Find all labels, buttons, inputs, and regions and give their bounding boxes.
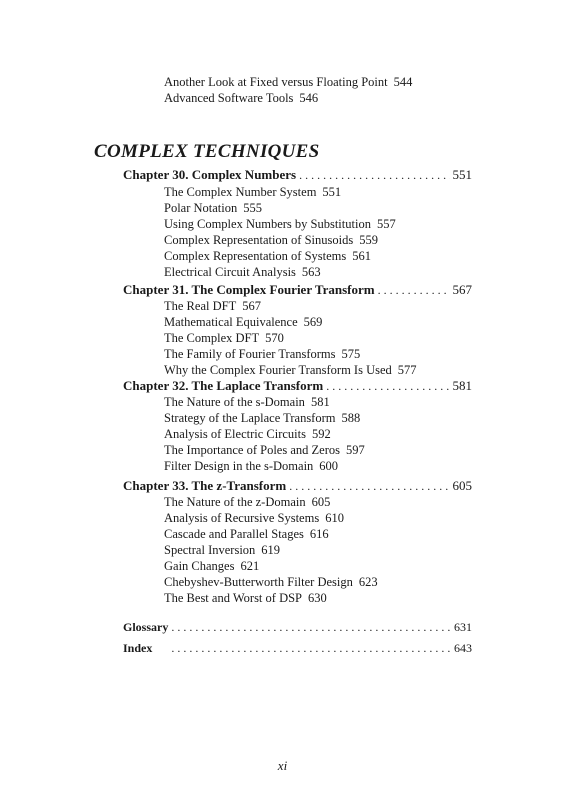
entry-title: Spectral Inversion xyxy=(164,543,256,557)
toc-entry[interactable] xyxy=(164,574,378,590)
entry-page: 561 xyxy=(352,249,372,263)
entry-title: Another Look at Fixed versus Floating Point xyxy=(164,75,388,89)
entry-title: The Real DFT xyxy=(164,299,237,313)
entry-page: 570 xyxy=(265,331,284,345)
entry-title: The Family of Fourier Transforms xyxy=(164,347,336,361)
entry-title: Gain Changes xyxy=(164,559,235,573)
dot-leader xyxy=(289,478,449,494)
entry-title: Electrical Circuit Analysis xyxy=(164,265,296,279)
entry-page: 555 xyxy=(243,201,263,215)
entry-page: 592 xyxy=(311,427,331,441)
toc-entry[interactable] xyxy=(164,232,378,248)
toc-entry[interactable] xyxy=(164,542,280,558)
entry-page: 546 xyxy=(299,91,319,105)
dot-leader xyxy=(299,167,449,183)
entry-page: 577 xyxy=(397,363,417,377)
entry-page: 581 xyxy=(310,395,330,409)
toc-entry[interactable] xyxy=(164,264,321,280)
entry-page: 563 xyxy=(301,265,321,279)
toc-entry[interactable] xyxy=(164,200,262,216)
entry-title: The Nature of the z-Domain xyxy=(164,495,306,509)
entry-page: 597 xyxy=(345,443,365,457)
entry-title: Strategy of the Laplace Transform xyxy=(164,411,336,425)
entry-title: Filter Design in the s-Domain xyxy=(164,459,314,473)
toc-entry[interactable] xyxy=(164,298,261,314)
glossary-line[interactable] xyxy=(123,619,472,635)
toc-entry[interactable] xyxy=(164,442,365,458)
entry-title: Why the Complex Fourier Transform Is Used xyxy=(164,363,392,377)
toc-entry[interactable] xyxy=(164,590,327,606)
chapter-30-line[interactable] xyxy=(123,167,472,183)
entry-page: 575 xyxy=(341,347,361,361)
glossary-page: 631 xyxy=(454,620,472,634)
chapter-page: 567 xyxy=(452,282,472,297)
section-heading: COMPLEX TECHNIQUES xyxy=(94,141,320,162)
entry-page: 630 xyxy=(308,591,327,605)
entry-page: 557 xyxy=(376,217,396,231)
entry-title: Complex Representation of Sinusoids xyxy=(164,233,354,247)
chapter-32-line[interactable] xyxy=(123,378,472,394)
entry-page: 551 xyxy=(322,185,342,199)
entry-page: 616 xyxy=(309,527,329,541)
entry-page: 569 xyxy=(303,315,323,329)
toc-entry[interactable] xyxy=(164,510,344,526)
chapter-label: Chapter 31. The Complex Fourier Transform xyxy=(123,282,375,297)
glossary-label: Glossary xyxy=(123,620,169,634)
entry-title: Complex Representation of Systems xyxy=(164,249,347,263)
chapter-label: Chapter 33. The z-Transform xyxy=(123,478,287,493)
index-page: 643 xyxy=(454,641,472,655)
entry-title: The Importance of Poles and Zeros xyxy=(164,443,340,457)
chapter-label: Chapter 32. The Laplace Transform xyxy=(123,378,324,393)
toc-entry[interactable] xyxy=(164,314,322,330)
entry-page: 588 xyxy=(341,411,361,425)
toc-entry[interactable] xyxy=(164,494,330,510)
toc-entry[interactable] xyxy=(164,458,338,474)
toc-entry[interactable] xyxy=(164,216,396,232)
page-number: xi xyxy=(277,758,288,773)
chapter-33-line[interactable] xyxy=(123,478,472,494)
entry-title: Mathematical Equivalence xyxy=(164,315,298,329)
toc-entry-fixed-floating[interactable] xyxy=(164,74,412,90)
entry-title: Cascade and Parallel Stages xyxy=(164,527,304,541)
entry-page: 623 xyxy=(358,575,378,589)
entry-title: The Nature of the s-Domain xyxy=(164,395,305,409)
chapter-page: 581 xyxy=(452,378,472,393)
entry-page: 605 xyxy=(311,495,331,509)
index-label: Index xyxy=(123,641,153,655)
entry-title: Polar Notation xyxy=(164,201,238,215)
entry-title: Using Complex Numbers by Substitution xyxy=(164,217,371,231)
entry-title: Analysis of Recursive Systems xyxy=(164,511,320,525)
toc-entry[interactable] xyxy=(164,184,341,200)
dot-leader xyxy=(378,282,450,298)
entry-page: 619 xyxy=(261,543,281,557)
toc-entry[interactable] xyxy=(164,558,259,574)
toc-entry[interactable] xyxy=(164,330,284,346)
entry-page: 621 xyxy=(240,559,260,573)
dot-leader xyxy=(326,378,449,394)
entry-page: 600 xyxy=(319,459,339,473)
toc-entry[interactable] xyxy=(164,362,417,378)
toc-entry[interactable] xyxy=(164,410,360,426)
entry-page: 544 xyxy=(393,75,413,89)
toc-entry[interactable] xyxy=(164,248,371,264)
dot-leader xyxy=(171,619,451,635)
toc-entry[interactable] xyxy=(164,526,329,542)
entry-page: 559 xyxy=(359,233,378,247)
chapter-label: Chapter 30. Complex Numbers xyxy=(123,167,297,182)
dot-leader xyxy=(171,640,451,656)
entry-title: The Best and Worst of DSP xyxy=(164,591,302,605)
entry-title: Analysis of Electric Circuits xyxy=(164,427,306,441)
toc-entry[interactable] xyxy=(164,394,330,410)
entry-page: 567 xyxy=(242,299,261,313)
index-line[interactable] xyxy=(123,640,472,656)
toc-entry[interactable] xyxy=(164,426,331,442)
entry-page: 610 xyxy=(325,511,344,525)
entry-title: The Complex DFT xyxy=(164,331,260,345)
chapter-page: 551 xyxy=(452,167,472,182)
toc-entry[interactable] xyxy=(164,346,360,362)
entry-title: Chebyshev-Butterworth Filter Design xyxy=(164,575,353,589)
chapter-page: 605 xyxy=(452,478,472,493)
entry-title: Advanced Software Tools xyxy=(164,91,294,105)
chapter-31-line[interactable] xyxy=(123,282,472,298)
toc-entry-advanced-software[interactable] xyxy=(164,90,318,106)
entry-title: The Complex Number System xyxy=(164,185,317,199)
